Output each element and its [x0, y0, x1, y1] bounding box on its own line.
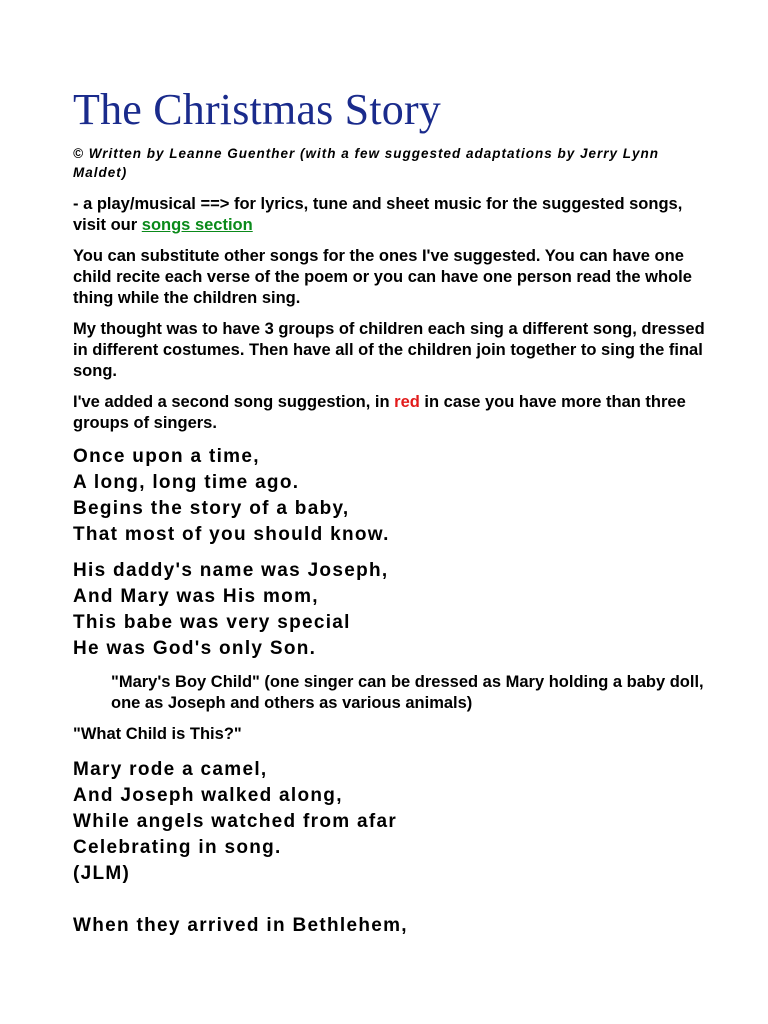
verse-line: Begins the story of a baby, [73, 498, 350, 519]
intro-paragraph-1 [73, 194, 713, 236]
verse-line: Once upon a time, [73, 446, 260, 467]
verse-line: He was God's only Son. [73, 638, 317, 659]
verse-line: That most of you should know. [73, 524, 390, 545]
verse-line: A long, long time ago. [73, 472, 300, 493]
verse-line: Mary rode a camel, [73, 759, 268, 780]
intro-paragraph-3: My thought was to have 3 groups of children each sing a different song, dressed in different costumes. Then have all of the children join together to sing the final song. [73, 320, 705, 380]
document-page [73, 84, 713, 949]
verse-1 [73, 444, 713, 548]
verse-line: This babe was very special [73, 612, 351, 633]
intro-paragraph-2: You can substitute other songs for the ones I've suggested. You can have one child recite each verse of the poem or you can have one person read the whole thing while the children sing. [73, 247, 692, 307]
song-note-what-child: "What Child is This?" [73, 725, 242, 743]
verse-line: (JLM) [73, 863, 131, 884]
verse-line: His daddy's name was Joseph, [73, 560, 389, 581]
intro-4-after: in case you have more than three groups of singers. [73, 393, 686, 432]
verse-2 [73, 558, 713, 662]
byline: © Written by Leanne Guenther (with a few suggested adaptations by Jerry Lynn Maldet) [73, 146, 660, 180]
song-note-marys-boy-child: "Mary's Boy Child" (one singer can be dressed as Mary holding a baby doll, one as Joseph and others as various animals) [111, 673, 704, 712]
intro-4-before: I've added a second song suggestion, in [73, 393, 395, 411]
verse-line: Celebrating in song. [73, 837, 282, 858]
page-title: The Christmas Story [73, 85, 442, 134]
verse-line: While angels watched from afar [73, 811, 398, 832]
intro-1-text: - a play/musical ==> for lyrics, tune and sheet music for the suggested songs, visit our [73, 195, 683, 234]
verse-line: When they arrived in Bethlehem, [73, 915, 408, 936]
verse-line: And Mary was His mom, [73, 586, 319, 607]
songs-section-link[interactable]: songs section [141, 216, 253, 234]
verse-line: And Joseph walked along, [73, 785, 343, 806]
intro-paragraph-4 [73, 392, 713, 434]
verse-gap [73, 887, 713, 913]
red-word: red [394, 393, 420, 411]
verse-3 [73, 757, 713, 939]
